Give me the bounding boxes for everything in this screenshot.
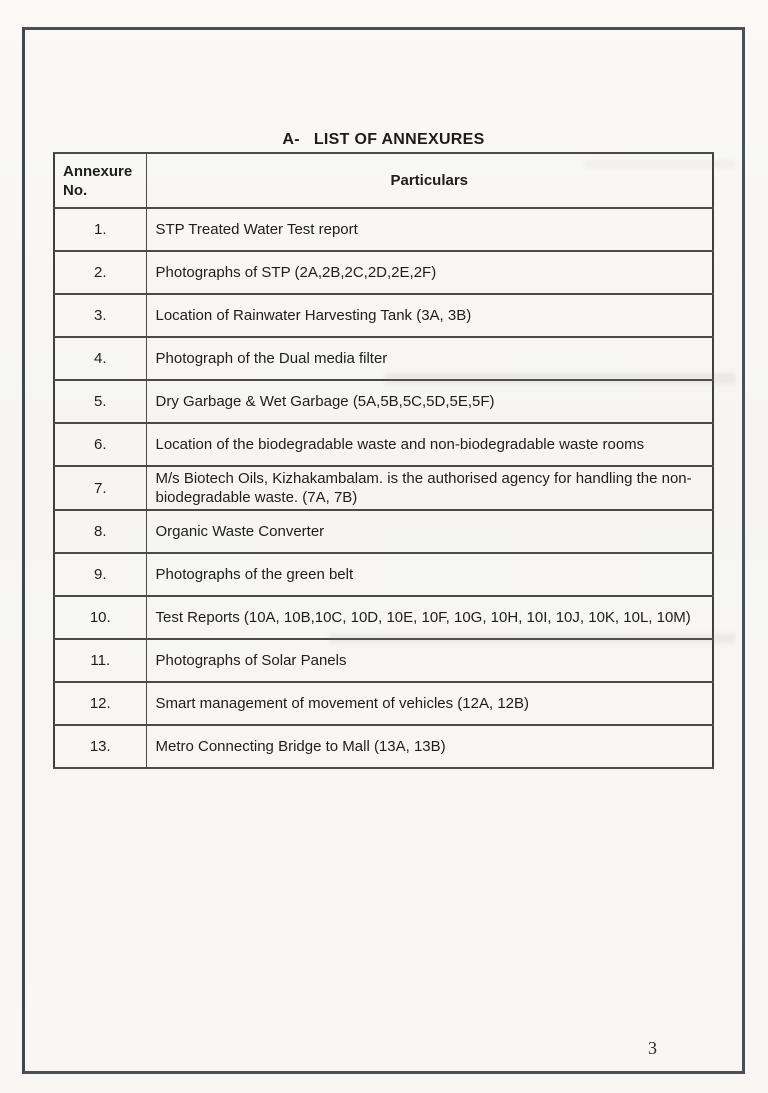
annexure-no: 3. (54, 294, 146, 337)
annexure-particulars: Smart management of movement of vehicles (12A, 12B) (146, 682, 713, 725)
annexure-particulars: Test Reports (10A, 10B,10C, 10D, 10E, 10F, 10G, 10H, 10I, 10J, 10K, 10L, 10M) (146, 596, 713, 639)
table-row (54, 553, 713, 596)
header-annexure-no: Annexure No. (54, 153, 146, 208)
annexure-particulars: Location of the biodegradable waste and non-biodegradable waste rooms (146, 423, 713, 466)
table-row (54, 423, 713, 466)
annexure-no: 9. (54, 553, 146, 596)
annexure-no: 11. (54, 639, 146, 682)
table-row (54, 380, 713, 423)
table-row (54, 294, 713, 337)
annexure-particulars: STP Treated Water Test report (146, 208, 713, 251)
header-particulars: Particulars (146, 153, 713, 208)
annexure-no: 7. (54, 466, 146, 510)
table-row (54, 725, 713, 768)
title-prefix: A- (282, 131, 300, 148)
page-number: 3 (648, 1038, 657, 1058)
annexure-particulars: Location of Rainwater Harvesting Tank (3A, 3B) (146, 294, 713, 337)
annexure-no: 12. (54, 682, 146, 725)
table-row (54, 208, 713, 251)
page-title (53, 131, 714, 149)
annexure-no: 5. (54, 380, 146, 423)
annexure-no: 6. (54, 423, 146, 466)
table-header-row (54, 153, 713, 208)
annexure-particulars: Dry Garbage & Wet Garbage (5A,5B,5C,5D,5E,5F) (146, 380, 713, 423)
table-row (54, 682, 713, 725)
annexure-no: 8. (54, 510, 146, 553)
annexure-no: 13. (54, 725, 146, 768)
table-row (54, 466, 713, 510)
annexure-no: 4. (54, 337, 146, 380)
annexure-particulars: Photographs of the green belt (146, 553, 713, 596)
annexure-no: 10. (54, 596, 146, 639)
table-row (54, 510, 713, 553)
annexure-particulars: M/s Biotech Oils, Kizhakambalam. is the authorised agency for handling the non-biodegradable waste. (7A, 7B) (146, 466, 713, 510)
title-text: LIST OF ANNEXURES (313, 131, 485, 148)
table-row (54, 596, 713, 639)
table-row (54, 639, 713, 682)
table-row (54, 337, 713, 380)
annexure-no: 2. (54, 251, 146, 294)
table-row (54, 251, 713, 294)
annexure-particulars: Photograph of the Dual media filter (146, 337, 713, 380)
annexure-particulars: Organic Waste Converter (146, 510, 713, 553)
annexure-particulars: Photographs of STP (2A,2B,2C,2D,2E,2F) (146, 251, 713, 294)
annexure-table (53, 152, 714, 769)
annexure-particulars: Photographs of Solar Panels (146, 639, 713, 682)
annexure-no: 1. (54, 208, 146, 251)
annexure-particulars: Metro Connecting Bridge to Mall (13A, 13B) (146, 725, 713, 768)
